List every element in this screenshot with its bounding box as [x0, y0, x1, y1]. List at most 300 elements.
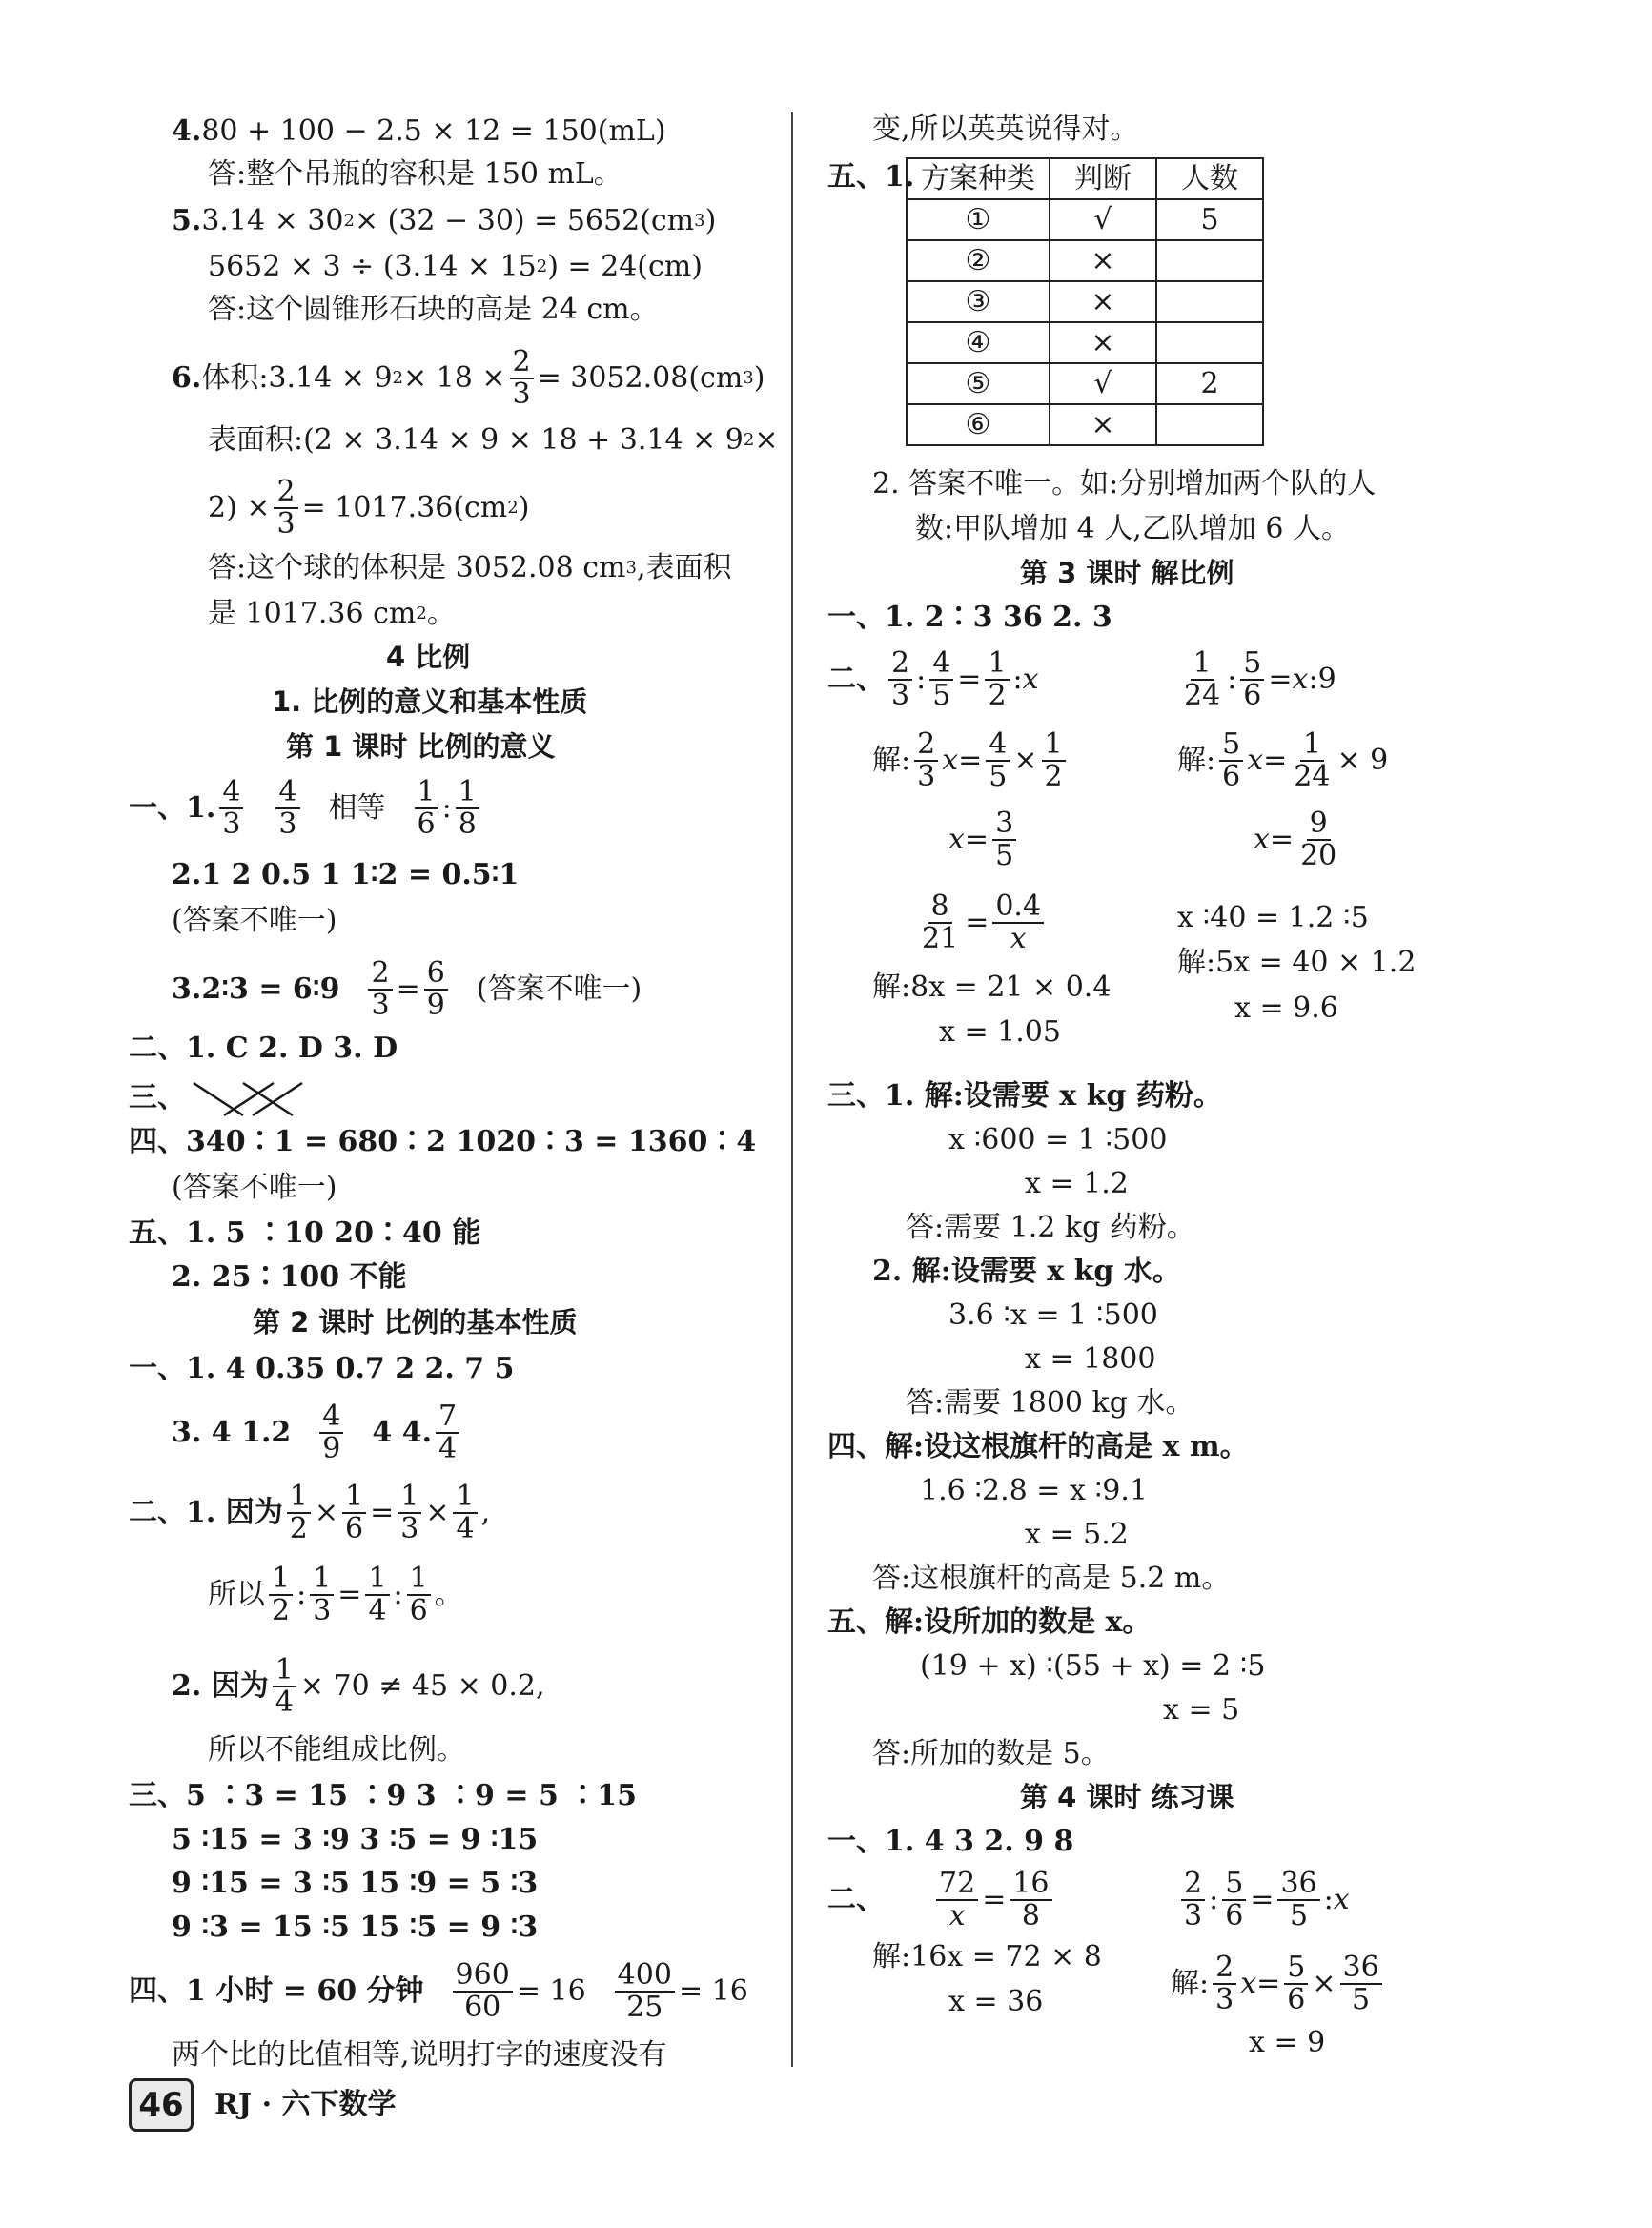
table-cell: 2: [1156, 363, 1263, 404]
lesson3-part3-q2-answer: 答:需要 1800 kg 水。: [906, 1386, 1194, 1420]
lesson2-part2-q2-conclusion: 所以不能组成比例。: [208, 1733, 465, 1767]
lesson1-part5-q2: 2. 25∶100 不能: [172, 1260, 407, 1294]
answer-q4-sentence: [208, 157, 622, 192]
equals: =: [1263, 743, 1288, 777]
answer-q6-surface1: [208, 423, 778, 458]
numerator: 2: [888, 648, 912, 681]
denominator: 8: [1021, 1898, 1040, 1932]
answer-text: 4 4.: [372, 1415, 433, 1449]
numerator: 4: [275, 777, 299, 809]
equation-part: ): [518, 490, 530, 524]
fraction: [1213, 1952, 1236, 2014]
question-number: 四、1 小时 = 60 分钟: [129, 1973, 424, 2008]
page-number: 46: [129, 2078, 194, 2132]
question-number: 2. 因为: [172, 1668, 269, 1703]
table-row: [907, 199, 1263, 240]
fraction: [1297, 808, 1339, 870]
equals: =: [337, 1577, 362, 1611]
lesson2-part2-q1: [129, 1482, 490, 1543]
fraction: [219, 777, 243, 839]
table-cell: [1156, 322, 1263, 363]
table-row: [907, 240, 1263, 281]
variable: x: [1022, 662, 1039, 696]
table-cell: [1156, 240, 1263, 281]
table-row: [907, 363, 1263, 404]
lesson-title: 第 3 课时 解比例: [1020, 557, 1234, 589]
colon: :: [296, 1577, 307, 1611]
exponent: 2: [507, 497, 519, 518]
exponent: 2: [743, 430, 755, 451]
table-cell: ×: [1050, 404, 1156, 445]
numerator: 1: [456, 777, 479, 809]
exponent: 2: [536, 256, 548, 277]
numerator: 72: [936, 1869, 978, 1901]
question-number: 三、: [129, 1081, 186, 1114]
equation-part: 表面积:(2 × 3.14 × 9 × 18 + 3.14 × 9: [208, 423, 744, 457]
lesson4-result2: x = 9: [1249, 2026, 1326, 2059]
equation-part: 3.14 × 30: [201, 204, 344, 237]
lesson3-eq3: [915, 891, 1048, 953]
lesson3-eq4: x ∶40 = 1.2 ∶5: [1177, 901, 1369, 934]
numerator: 1: [398, 1482, 421, 1514]
table-row: [907, 404, 1263, 445]
numerator: 1: [310, 1564, 334, 1596]
question-number: 二、1. 因为: [129, 1495, 283, 1529]
lesson3-part5-setup: 五、解:设所加的数是 x。: [827, 1605, 1152, 1639]
table-cell: ③: [907, 281, 1050, 322]
matching-lines-icon: [186, 1075, 310, 1121]
equation-part: = 16: [516, 1973, 586, 2008]
table-header-cell: 人数: [1156, 158, 1263, 199]
answer-text: 答:这个圆锥形石块的高是 24 cm。: [208, 293, 659, 326]
numerator: 2: [510, 347, 534, 379]
lesson4-eq1: [827, 1869, 1056, 1931]
denominator: 3: [512, 377, 531, 411]
fraction: [398, 1482, 421, 1543]
lesson3-part4-result: x = 5.2: [1025, 1518, 1129, 1551]
numerator: 0.4: [992, 891, 1044, 924]
table-cell: ×: [1050, 240, 1156, 281]
colon: :: [1227, 662, 1237, 696]
lesson3-part3-q2-eq: 3.6 ∶x = 1 ∶500: [948, 1298, 1158, 1332]
denominator: 4: [438, 1431, 458, 1465]
lesson-title: 第 4 课时 练习课: [1020, 1781, 1234, 1813]
exponent: 3: [625, 558, 637, 579]
question-number: 5.: [172, 204, 202, 237]
fraction: [1010, 1869, 1051, 1931]
lesson3-solve4: 解:5x = 40 × 1.2: [1177, 946, 1417, 979]
numerator: 4: [986, 729, 1010, 762]
table-cell: [1156, 404, 1263, 445]
denominator: 24: [1294, 759, 1331, 793]
numerator: 1: [1300, 729, 1324, 762]
lesson2-part2-q2: [172, 1655, 545, 1717]
denominator: 5: [989, 759, 1008, 793]
equation-part: × 70 ≠ 45 × 0.2,: [299, 1668, 545, 1703]
denominator: 6: [1222, 759, 1241, 793]
fraction: [615, 1960, 675, 2022]
equation-part: 9: [1317, 662, 1336, 696]
variable: x: [1292, 662, 1309, 696]
fraction: [914, 729, 938, 791]
denominator: 6: [417, 807, 436, 841]
numerator: 5: [1284, 1952, 1308, 1985]
equals: =: [964, 822, 989, 856]
answer-text: 相等: [328, 790, 386, 825]
numerator: 1: [1191, 648, 1214, 681]
numerator: 5: [1240, 648, 1264, 681]
fraction: [287, 1482, 311, 1543]
exponent: 3: [694, 211, 705, 232]
denominator: 6: [1287, 1982, 1306, 2016]
lesson2-part4-line2: 两个比的比值相等,说明打字的速度没有: [172, 2038, 667, 2072]
colon: :: [1323, 1882, 1334, 1916]
lesson3-result3: x = 1.05: [939, 1015, 1061, 1049]
table-cell: ①: [907, 199, 1050, 240]
question-number: 二、: [827, 662, 885, 696]
equals: =: [1250, 1882, 1275, 1916]
denominator: 3: [222, 807, 241, 841]
denominator: 4: [275, 1685, 294, 1719]
lesson-title: 第 1 课时 比例的意义: [286, 730, 556, 763]
numerator: 2: [368, 958, 392, 991]
denominator: 6: [1225, 1898, 1244, 1932]
denominator: 9: [426, 988, 445, 1022]
lesson1-part4-note: (答案不唯一): [172, 1171, 337, 1204]
variable: x: [1333, 1882, 1350, 1916]
numerator: 8: [928, 891, 952, 924]
part5-q2-line2: 数:甲队增加 4 人,乙队增加 6 人。: [915, 512, 1350, 545]
denominator: 6: [345, 1511, 364, 1545]
lesson4-eq2: [1177, 1869, 1350, 1931]
denominator: 3: [1215, 1982, 1234, 2016]
lesson-title: 第 2 课时 比例的基本性质: [253, 1306, 578, 1339]
table-row: [907, 322, 1263, 363]
part5-q1-label: 五、1.: [827, 160, 915, 194]
numerator: 1: [985, 648, 1009, 681]
answer-text: 。: [426, 597, 456, 630]
numerator: 1: [407, 1564, 431, 1596]
variable: x: [1247, 743, 1264, 777]
numerator: 1: [415, 777, 438, 809]
table-header-cell: 方案种类: [907, 158, 1050, 199]
operator: ×: [425, 1495, 450, 1529]
equals: =: [957, 662, 982, 696]
answer-text: 是 1017.36 cm: [208, 597, 417, 630]
lesson2-part3-row1: 三、5 ∶3 = 15 ∶9 3 ∶9 = 5 ∶15: [129, 1779, 638, 1812]
answer-text: 答:整个吊瓶的容积是 150 mL。: [208, 157, 622, 191]
table-cell: ×: [1050, 281, 1156, 322]
answer-q6-sentence2: [208, 597, 456, 631]
punctuation: 。: [434, 1577, 463, 1611]
fraction: [986, 729, 1010, 791]
numerator: 6: [424, 958, 448, 991]
numerator: 2: [274, 477, 297, 509]
table-cell: √: [1050, 199, 1156, 240]
fraction: [275, 777, 299, 839]
lesson3-part5-eq: (19 + x) ∶(55 + x) = 2 ∶5: [920, 1649, 1266, 1683]
fraction: [415, 777, 438, 839]
lesson3-part3-q2-setup: 2. 解:设需要 x kg 水。: [872, 1255, 1181, 1288]
answer-text: 答:这个球的体积是 3052.08 cm: [208, 551, 626, 584]
fraction: [1340, 1952, 1382, 2014]
table-cell: [1156, 281, 1263, 322]
denominator: 6: [1243, 678, 1262, 712]
equation-part: × 18 ×: [402, 360, 506, 395]
exponent: 3: [743, 367, 754, 388]
denominator: 5: [1289, 1898, 1309, 1932]
table-cell: ×: [1050, 322, 1156, 363]
denominator: 3: [371, 988, 390, 1022]
denominator: 8: [458, 807, 477, 841]
table-header-row: [907, 158, 1263, 199]
section-title: 1. 比例的意义和基本性质: [272, 685, 588, 718]
lesson4-result1: x = 36: [948, 1985, 1044, 2018]
equation-part: × (32 − 30) = 5652(cm: [354, 204, 695, 237]
equals: =: [396, 971, 420, 1006]
lesson2-part1-b: [172, 1401, 463, 1463]
lesson1-part1-q1: [129, 777, 483, 839]
numerator: 1: [269, 1564, 293, 1596]
denominator: 2: [988, 678, 1007, 712]
equals: =: [965, 905, 989, 939]
equation-part: ) = 24(cm): [547, 250, 703, 283]
lesson2-part3-row3: 9 ∶15 = 3 ∶5 15 ∶9 = 5 ∶3: [172, 1867, 539, 1900]
numerator: 4: [319, 1401, 343, 1434]
equation-part: × 9: [1336, 743, 1389, 777]
denominator: 3: [400, 1511, 419, 1545]
answer-note: (答案不唯一): [476, 971, 642, 1006]
answer-q5-line1: [172, 204, 716, 238]
table-row: [907, 281, 1263, 322]
lesson1-part1-q2: 2.1 2 0.5 1 1∶2 = 0.5∶1: [172, 858, 520, 891]
lesson3-part5-answer: 答:所加的数是 5。: [872, 1737, 1110, 1770]
numerator: 36: [1277, 1869, 1319, 1901]
denominator: 3: [891, 678, 910, 712]
plan-table: [906, 157, 1264, 446]
colon: :: [1012, 662, 1023, 696]
numerator: 1: [287, 1482, 311, 1514]
equals: =: [1268, 662, 1293, 696]
denominator: x: [1010, 921, 1027, 955]
fraction: [1291, 729, 1333, 791]
equals: =: [370, 1495, 395, 1529]
lesson1-part3: [129, 1075, 310, 1121]
equation-part: 2) ×: [208, 490, 271, 524]
fraction: [269, 1564, 293, 1625]
fraction: [1219, 729, 1243, 791]
equation-part: = 3052.08(cm: [537, 360, 744, 395]
fraction: [436, 1401, 459, 1463]
lesson3-part3-q1-answer: 答:需要 1.2 kg 药粉。: [906, 1211, 1195, 1244]
fraction: [985, 648, 1009, 710]
numerator: 2: [1181, 1869, 1205, 1901]
fraction: [342, 1482, 366, 1543]
variable: x: [948, 822, 965, 856]
denominator: x: [948, 1898, 966, 1932]
answer-q5-sentence: [208, 293, 659, 327]
fraction: [368, 958, 392, 1020]
denominator: 9: [322, 1431, 341, 1465]
colon: :: [441, 790, 452, 825]
answer-text: ,表面积: [636, 551, 732, 584]
numerator: 5: [1219, 729, 1243, 762]
denominator: 3: [276, 506, 296, 541]
fraction: [992, 891, 1044, 953]
fraction: [1222, 1869, 1246, 1931]
fraction: [510, 347, 534, 409]
fraction: [1284, 1952, 1308, 2014]
answer-text: 3. 4 1.2: [172, 1415, 292, 1449]
numerator: 4: [219, 777, 243, 809]
fraction: [1277, 1869, 1319, 1931]
numerator: 4: [929, 648, 953, 681]
equation-part: ): [753, 360, 765, 395]
colon: :: [1308, 662, 1318, 696]
lesson3-solve1: [872, 729, 1070, 791]
lesson1-part1-q2-note: (答案不唯一): [172, 904, 337, 937]
denominator: 5: [995, 838, 1014, 872]
lesson2-part3-row4: 9 ∶3 = 15 ∶5 15 ∶5 = 9 ∶3: [172, 1911, 539, 1944]
solution-label: 解:: [872, 743, 911, 777]
fraction: [456, 777, 479, 839]
colon: :: [1209, 1882, 1219, 1916]
question-number: 6.: [172, 360, 202, 395]
part5-q2-line1: 2. 答案不唯一。如:分别增加两个队的人: [872, 467, 1377, 501]
lesson3-result2: [1254, 808, 1343, 870]
equation-part: ): [704, 204, 717, 237]
denominator: 2: [289, 1511, 308, 1545]
answer-q6-volume: [172, 347, 765, 409]
colon: :: [916, 662, 927, 696]
lesson1-part4: 四、340∶1 = 680∶2 1020∶3 = 1360∶4: [129, 1125, 757, 1158]
denominator: 20: [1300, 838, 1337, 872]
punctuation: ,: [480, 1495, 491, 1529]
question-number: 4.: [172, 114, 202, 148]
numerator: 960: [453, 1960, 513, 1993]
lesson3-part5-result: x = 5: [1163, 1693, 1240, 1727]
lesson3-part3-q1-eq: x ∶600 = 1 ∶500: [948, 1123, 1168, 1156]
fraction: [1042, 729, 1066, 791]
lesson3-result4: x = 9.6: [1234, 991, 1338, 1025]
numerator: 1: [1042, 729, 1066, 762]
equation-part: = 1017.36(cm: [301, 490, 508, 524]
equals: =: [1269, 822, 1295, 856]
lesson3-part4-answer: 答:这根旗杆的高是 5.2 m。: [872, 1562, 1231, 1595]
lesson2-part3-row2: 5 ∶15 = 3 ∶9 3 ∶5 = 9 ∶15: [172, 1823, 539, 1856]
lesson4-part1: 一、1. 4 3 2. 9 8: [827, 1825, 1074, 1858]
lesson3-part3-q1-result: x = 1.2: [1025, 1167, 1129, 1200]
equation: 80 + 100 − 2.5 × 12 = 150(mL): [201, 114, 666, 148]
lesson4-solve1: 解:16x = 72 × 8: [872, 1940, 1102, 1973]
numerator: 1: [365, 1564, 389, 1596]
lesson1-part5-q1: 五、1. 5 ∶10 20∶40 能: [129, 1216, 481, 1250]
denominator: 24: [1184, 678, 1221, 712]
variable: x: [1240, 1966, 1257, 2000]
lesson3-part3-q2-result: x = 1800: [1025, 1342, 1156, 1376]
equals: =: [1256, 1966, 1281, 2000]
table-cell: ⑥: [907, 404, 1050, 445]
chapter-title: 4 比例: [386, 641, 471, 673]
question-number: 一、1.: [129, 790, 216, 825]
denominator: 21: [922, 921, 959, 955]
exponent: 2: [416, 603, 427, 624]
fraction: [1181, 1869, 1205, 1931]
fraction: [919, 891, 961, 953]
numerator: 400: [615, 1960, 675, 1993]
answer-q5-line2: [208, 250, 703, 284]
variable: x: [942, 743, 959, 777]
table-cell: 5: [1156, 199, 1263, 240]
column-divider: [791, 112, 793, 2067]
fraction: [929, 648, 953, 710]
denominator: 6: [409, 1593, 428, 1627]
fraction: [888, 648, 912, 710]
continued-text: 变,所以英英说得对。: [872, 112, 1139, 146]
plan-table-body: [907, 158, 1263, 445]
equation-part: ×: [754, 423, 779, 457]
numerator: 5: [1222, 1869, 1246, 1901]
lesson2-part4-line1: [129, 1960, 748, 2022]
lesson3-solve2: [1177, 729, 1388, 791]
table-cell: √: [1050, 363, 1156, 404]
denominator: 3: [313, 1593, 332, 1627]
answer-q6-surface2: [208, 477, 529, 539]
fraction: [1240, 648, 1264, 710]
fraction: [319, 1401, 343, 1463]
equation-part: = 16: [678, 1973, 748, 2008]
lesson1-part2: 二、1. C 2. D 3. D: [129, 1032, 398, 1065]
book-label: RJ · 六下数学: [214, 2088, 397, 2121]
denominator: 5: [932, 678, 951, 712]
denominator: 3: [278, 807, 297, 841]
denominator: 60: [464, 1990, 501, 2024]
lesson1-part1-q3: [172, 958, 642, 1020]
colon: :: [393, 1577, 403, 1611]
question-number: 二、: [827, 1882, 885, 1916]
denominator: 2: [1044, 759, 1063, 793]
page-footer: [129, 2078, 396, 2132]
lesson3-solve3: 解:8x = 21 × 0.4: [872, 971, 1112, 1004]
solution-label: 解:: [1177, 743, 1216, 777]
lesson3-part4-setup: 四、解:设这根旗杆的高是 x m。: [827, 1430, 1249, 1463]
lesson3-result1: [948, 808, 1020, 870]
numerator: 7: [436, 1401, 459, 1434]
numerator: 9: [1307, 808, 1331, 841]
table-cell: ②: [907, 240, 1050, 281]
numerator: 2: [1213, 1952, 1236, 1985]
denominator: 25: [626, 1990, 663, 2024]
fraction: [365, 1564, 389, 1625]
table-cell: ⑤: [907, 363, 1050, 404]
answer-text: 3.2∶3 = 6∶9: [172, 971, 340, 1006]
variable: x: [1254, 822, 1270, 856]
exponent: 2: [343, 211, 355, 232]
fraction: [407, 1564, 431, 1625]
lesson3-part4-eq: 1.6 ∶2.8 = x ∶9.1: [920, 1474, 1148, 1507]
fraction: [453, 1960, 513, 2022]
equals: =: [958, 743, 983, 777]
denominator: 4: [368, 1593, 387, 1627]
fraction: [936, 1869, 978, 1931]
fraction: [1181, 648, 1223, 710]
equation-part: 体积:3.14 × 9: [201, 360, 393, 395]
denominator: 5: [1352, 1982, 1371, 2016]
numerator: 1: [342, 1482, 366, 1514]
fraction: [273, 1655, 296, 1717]
operator: ×: [314, 1495, 338, 1529]
answer-q4: [172, 114, 666, 149]
